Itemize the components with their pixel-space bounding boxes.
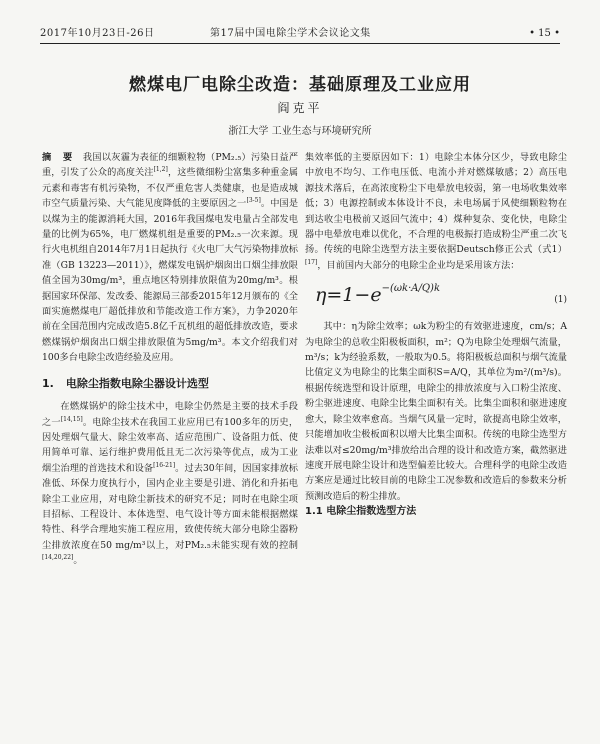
- left-column: [42, 150, 298, 569]
- abstract-text-2: ，这些微细粉尘富集多种重金属元素和毒害有机污染物，不仅严重危害人类健康，也是造成城市空气质量污染、大气能见度降低的主要原因之一: [42, 167, 299, 210]
- body-text: 集效率低的主要原因如下：1）电除尘本体分区少，导致电除尘中放电不均匀、工作电压低、电流小并对燃煤敏感；2）高压电源技术落后，在高浓度粉尘下电晕放电较弱，第一电场收集效率低；3）电源控制或本体设计不良，未电场属于风使细颗粒物在到达收尘电极前又返回气流中；4）煤种复杂、变化快，电除尘器中电晕放电难以优化，不合理的电极振打造成粉尘严重二次飞扬。传统的电除尘选型方法主要依据Deutsch修正公式（式1）: [305, 152, 567, 256]
- formula-lhs: η: [315, 284, 327, 307]
- abstract-label: 摘 要: [42, 152, 77, 163]
- abstract-paragraph: [42, 150, 298, 366]
- citation: [3-5]: [246, 197, 261, 205]
- page-header: [40, 26, 560, 42]
- formula-expression: [315, 281, 441, 307]
- formula-rhs: =1−e: [326, 284, 382, 307]
- proceedings-title: 第17届中国电除尘学术会议论文集: [210, 28, 371, 39]
- citation: [17]: [305, 258, 318, 266]
- equation-number: (1): [554, 295, 567, 306]
- header-rule: [40, 43, 560, 44]
- citation: [16-21]: [153, 461, 176, 469]
- deutsch-formula: [305, 277, 567, 317]
- subsection-heading: 1.1 电除尘指数选型方法: [305, 506, 417, 518]
- body-text: 。: [73, 555, 83, 567]
- section-title: 电除尘指数电除尘器设计选型: [65, 376, 209, 390]
- abstract: [42, 150, 298, 366]
- citation: [14,20,22]: [42, 554, 74, 562]
- section-1-heading: [42, 376, 298, 391]
- right-paragraph-2: 其中：η为除尘效率；ωk为粉尘的有效驱进速度，cm/s；A为电除尘的总收尘阳极板面积，m²；Q为电除尘处理烟气流量，m³/s；k为经验系数，一般取为0.5。将阳极板总面积与烟气流量比值定义为电除尘的比集尘面积S=A/Q，其单位为m²/(m³/s)。根据传统选型和设计原理，电除尘的排放浓度与入口粉尘浓度、粉尘驱进速度、电除尘比集尘面积有关。比集尘面积和驱进速度愈大，除尘效率愈高。当烟气风量一定时，欲提高电除尘效率，只能增加收尘极板面积以增大比集尘面积。传统的电除尘选型方法难以对≤20mg/m³排放给出合理的设计和改造方案，截然驱进速度开展电除尘设计和选型偏差比较大。合理科学的电除尘改造方案应是通过比较目前的电除尘工况参数和改造后的参数来分析预测改造后的粉尘排放。: [305, 321, 567, 502]
- paper-title: 燃煤电厂电除尘改造：基础原理及工业应用: [129, 75, 471, 95]
- body-text: ，目前国内大部分的电除尘企业均是采用该方法：: [317, 259, 520, 271]
- formula-exponent: −(ωk·A/Q)k: [381, 283, 441, 295]
- page-number: • 15 •: [529, 28, 560, 39]
- author: 阎克平: [277, 101, 323, 115]
- affiliation: 浙江大学 工业生态与环境研究所: [228, 126, 372, 137]
- section-number: 1.: [42, 376, 54, 390]
- body-text: 在燃煤锅炉的除尘技术中，电除尘仍然是主要的技术手段之一: [42, 401, 298, 428]
- section-1-paragraph: [42, 399, 298, 568]
- body-text: 。电除尘技术在我国工业应用已有100多年的历史，因处理烟气量大、除尘效率高、适应范围广、设备阻力低、使用简单可靠、运行维护费用低且无二次污染等优点，成为工业烟尘治理的首选技术和设备: [42, 416, 299, 474]
- conference-date: 2017年10月23日-26日: [40, 28, 155, 39]
- right-column: [305, 150, 567, 520]
- citation: [14,15]: [60, 415, 83, 423]
- abstract-text-3: 。中国是以煤为主的能源消耗大国，2016年我国煤电发电量占全部发电量的比例为65%，电厂燃煤机组是重要的PM₂.₅一次来源。现行火电机组自2014年7月1日起执行《火电厂大气污染物排放标准（GB 13223—2011）》，燃煤发电锅炉烟囱出口烟尘排放限值全国为30mg/m³，重点地区特别排放限值为20mg/m³。根据国家环保部、发改委、能源局三部委2015年12月颁布的《全面实施燃煤电厂超低排放和节能改造工作方案》，力争2020年前在全国范围内完成改造5.8亿千瓦机组的超低排放改造，要求燃煤锅炉烟囱出口烟尘排放限值为5mg/m³。本文介绍我们对100多台电除尘改造经验及应用。: [42, 198, 299, 364]
- abstract-text-1: 我国以灰霾为表征的细颗粒物（PM₂.₅）污染日益严重，引发了公众的高度关注: [42, 152, 299, 179]
- body-text: 。过去30年间，因国家排放标准低、环保力度执行小，国内企业主要是引进、消化和升拓电除尘工业应用，对电除尘新技术的研究不足；同时在电除尘项目招标、工程设计、本体选型、电气设计等方面未能根据燃煤特性、科学合理地实施工程应用，致使传统大部分电除尘器粉尘排放浓度在50 mg/m³以上，对PM₂.₅未能实现有效的控制: [42, 462, 298, 551]
- right-paragraph-1: [305, 150, 567, 273]
- citation: [1,2]: [153, 166, 168, 174]
